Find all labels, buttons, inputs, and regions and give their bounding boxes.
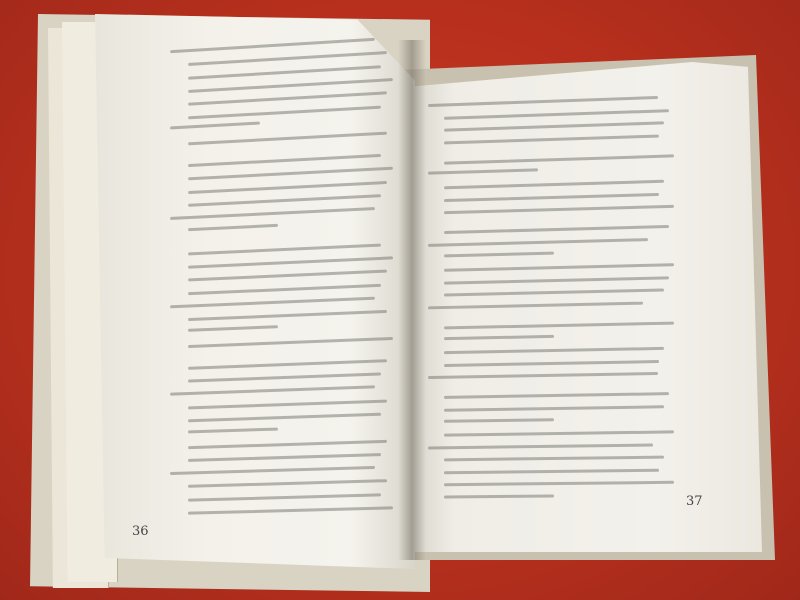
book-gutter [398, 40, 426, 560]
right-page-number: 37 [686, 494, 703, 509]
left-page-number: 36 [132, 524, 149, 539]
